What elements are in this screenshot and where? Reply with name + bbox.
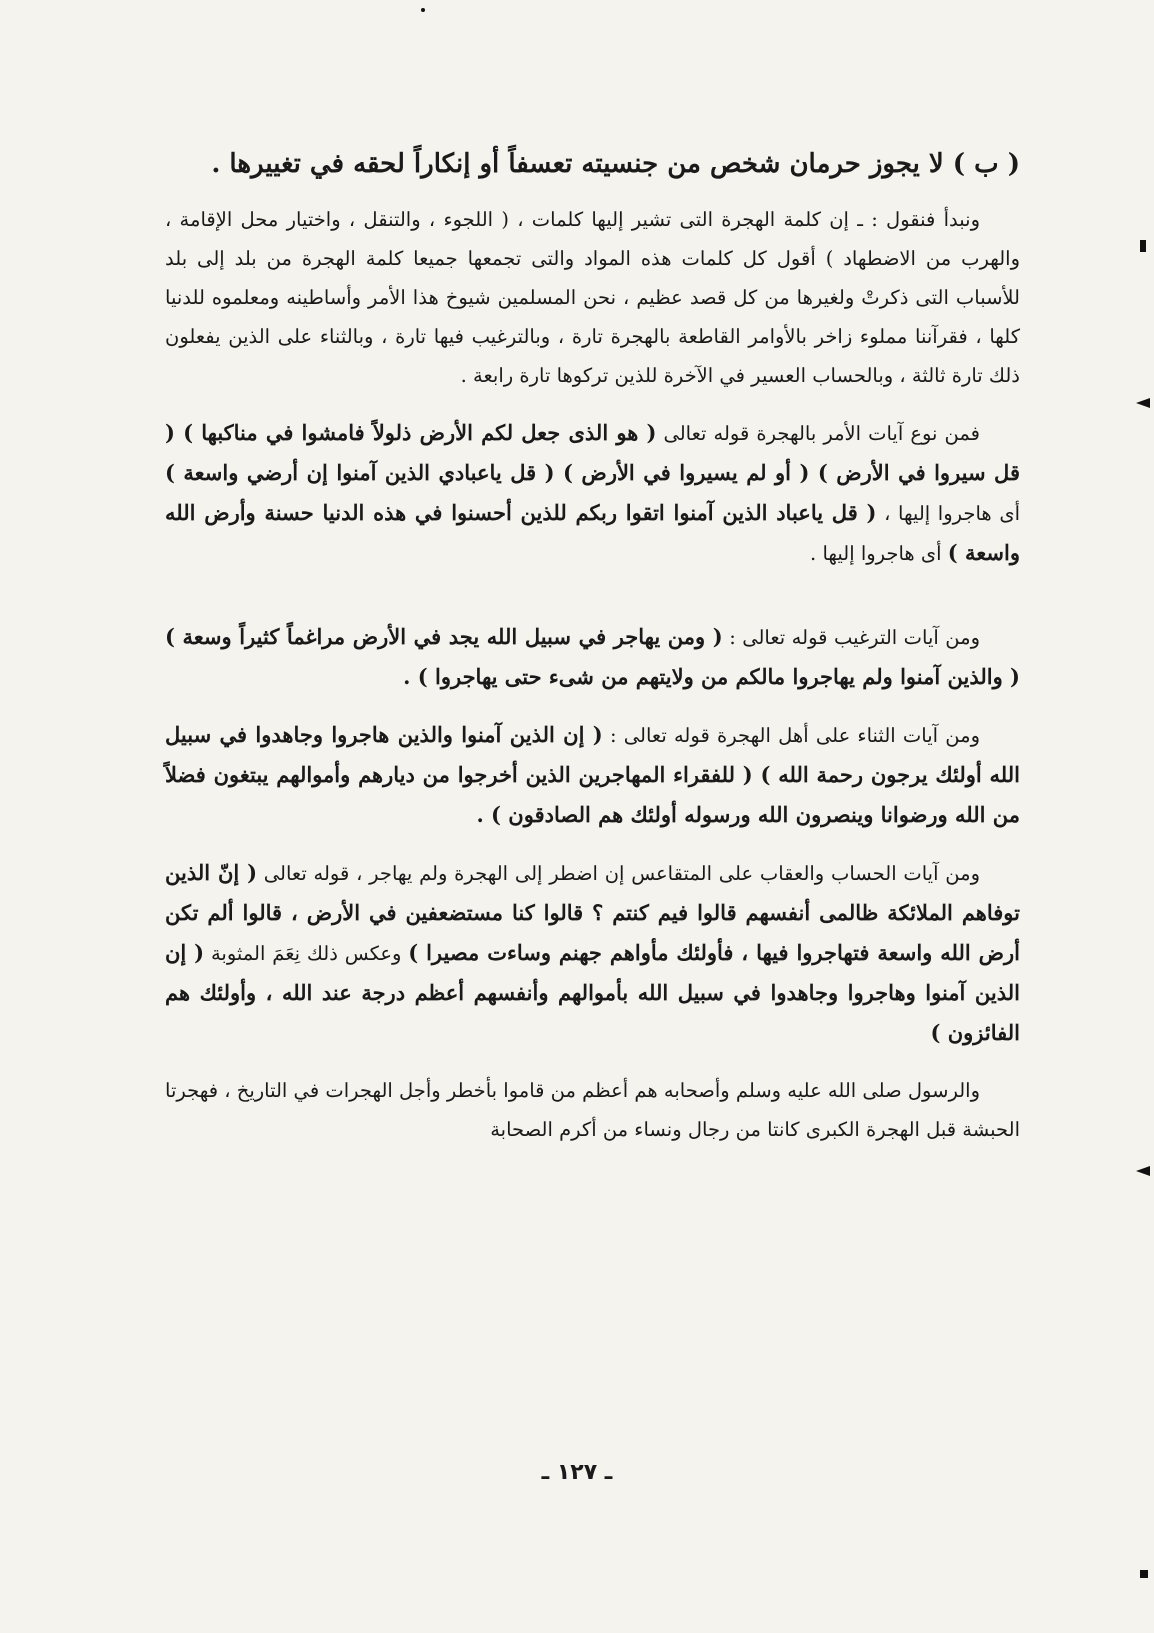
paragraph-text: وعكس ذلك نِعَمَ المثوبة (210, 942, 402, 965)
scan-edge-mark (1140, 1570, 1148, 1578)
quran-quote: ( قل ياعباد الذين آمنوا اتقوا ربكم للذين أحسنوا في هذه الدنيا حسنة وأرض الله واسعة ) (165, 500, 1020, 565)
scan-speck (421, 8, 425, 12)
paragraph-encouragement-verses (165, 617, 1020, 697)
paragraph-prophet-migration: والرسول صلى الله عليه وسلم وأصحابه هم أعظم من قاموا بأخطر وأجل الهجرات في التاريخ ، فهجرتا الحبشة قبل الهجرة الكبرى كانتا من رجال ونساء من أكرم الصحابة (165, 1079, 1020, 1141)
paragraph-text: أى هاجروا إليها . (810, 542, 942, 565)
paragraph-praise-verses (165, 715, 1020, 835)
quran-quote: ( هو الذى جعل لكم الأرض ذلولاً فامشوا في مناكبها ) ( قل سيروا في الأرض ) ( أو لم يسيروا في الأرض ) ( قل ياعبادي الذين آمنوا إن أرضي واسعة ) (165, 420, 1020, 485)
scan-edge-mark (1140, 240, 1146, 252)
quran-quote: ( إن الذين آمنوا وهاجروا وجاهدوا في سبيل الله بأموالهم وأنفسهم أعظم درجة عند الله ، وأولئك هم الفائزون ) (165, 940, 1020, 1045)
paragraph-text: أى هاجروا إليها ، (884, 502, 1020, 525)
page-body (165, 140, 1020, 1167)
paragraph-reckoning-verses (165, 853, 1020, 1053)
paragraph-text: فمن نوع آيات الأمر بالهجرة قوله تعالى (663, 422, 981, 445)
section-heading: ( ب ) لا يجوز حرمان شخص من جنسيته تعسفاً أو إنكاراً لحقه في تغييرها . (211, 149, 1020, 179)
paragraph-text: ومن آيات الترغيب قوله تعالى : (729, 626, 980, 649)
paragraph-text: ومن آيات الثناء على أهل الهجرة قوله تعالى : (609, 724, 980, 747)
quran-quote: ( إن الذين آمنوا والذين هاجروا وجاهدوا في سبيل الله أولئك يرجون رحمة الله ) ( للفقراء المهاجرين الذين أخرجوا من ديارهم وأموالهم يبتغون فضلاً من الله ورضوانا وينصرون الله ورسوله أولئك هم الصادقون ) . (165, 722, 1020, 827)
quran-quote: ( ومن يهاجر في سبيل الله يجد في الأرض مراغماً كثيراً وسعة ) ( والذين آمنوا ولم يهاجروا مالكم من ولايتهم من شىء حتى يهاجروا ) . (165, 624, 1020, 689)
paragraph-intro: ونبدأ فنقول : ـ إن كلمة الهجرة التى تشير إليها كلمات ، ( اللجوء ، والتنقل ، واختيار محل الإقامة ، والهرب من الاضطهاد ) أقول كل كلمات هذه المواد والتى تجمعها جميعا كلمة الهجرة من بلد إلى بلد للأسباب التى ذكرتْ ولغيرها من كل قصد عظيم ، نحن المسلمين شيوخ هذا الأمر وأساطينه ومعلموه للدنيا كلها ، فقرآننا مملوء زاخر بالأوامر القاطعة بالهجرة تارة ، وبالترغيب فيها تارة ، وبالثناء على الذين يفعلون ذلك تارة ثالثة ، وبالحساب العسير في الآخرة للذين تركوها تارة رابعة . (165, 208, 1020, 387)
quran-quote: ( إنّ الذين توفاهم الملائكة ظالمى أنفسهم قالوا فيم كنتم ؟ قالوا كنا مستضعفين في الأرض ، قالوا ألم تكن أرض الله واسعة فتهاجروا فيها ، فأولئك مأواهم جهنم وساءت مصيرا ) (165, 860, 1020, 965)
paragraph-text: ومن آيات الحساب والعقاب على المتقاعس إن اضطر إلى الهجرة ولم يهاجر ، قوله تعالى (263, 862, 980, 885)
paragraph-command-verses (165, 413, 1020, 573)
scan-edge-arrow (1136, 1166, 1150, 1176)
page-number: ـ ١٢٧ ـ (541, 1460, 613, 1485)
scan-edge-arrow (1136, 398, 1150, 408)
